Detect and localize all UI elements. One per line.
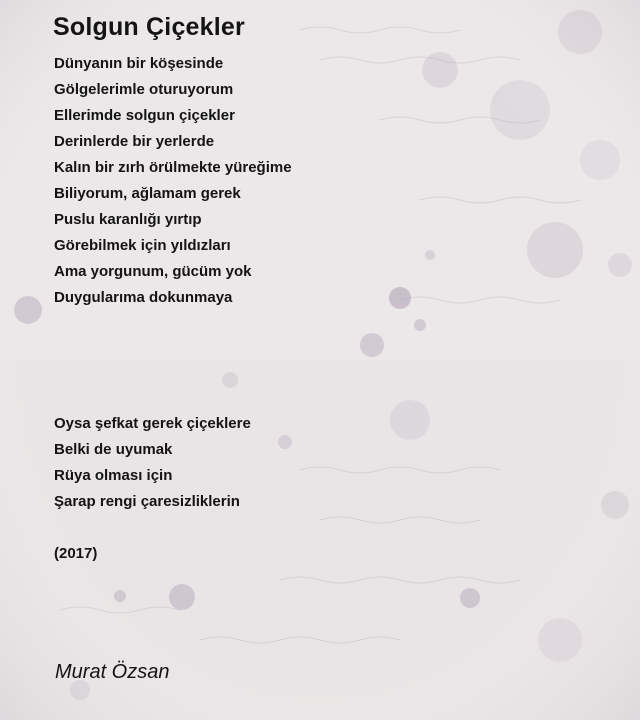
stanza-1 bbox=[54, 51, 292, 311]
poem-year: (2017) bbox=[54, 545, 98, 562]
poem-line: Ama yorgunum, gücüm yok bbox=[54, 263, 252, 280]
poem-title: Solgun Çiçekler bbox=[53, 13, 245, 41]
stanza-2 bbox=[54, 411, 251, 515]
poem-line: Duygularıma dokunmaya bbox=[54, 289, 233, 306]
poem-line: Belki de uyumak bbox=[54, 441, 173, 458]
poem-line: Oysa şefkat gerek çiçeklere bbox=[54, 415, 251, 432]
poem-line: Görebilmek için yıldızları bbox=[54, 237, 231, 254]
poem-line: Gölgelerimle oturuyorum bbox=[54, 81, 234, 98]
poem-line: Dünyanın bir köşesinde bbox=[54, 55, 224, 72]
poem-line: Derinlerde bir yerlerde bbox=[54, 133, 215, 150]
poem-line: Biliyorum, ağlamam gerek bbox=[54, 185, 241, 202]
poem-line: Rüya olması için bbox=[54, 467, 173, 484]
poem-line: Kalın bir zırh örülmekte yüreğime bbox=[54, 159, 292, 176]
poem-line: Şarap rengi çaresizliklerin bbox=[54, 493, 240, 510]
poem-line: Puslu karanlığı yırtıp bbox=[54, 211, 202, 228]
poem-author: Murat Özsan bbox=[55, 661, 170, 683]
poem-line: Ellerimde solgun çiçekler bbox=[54, 107, 235, 124]
